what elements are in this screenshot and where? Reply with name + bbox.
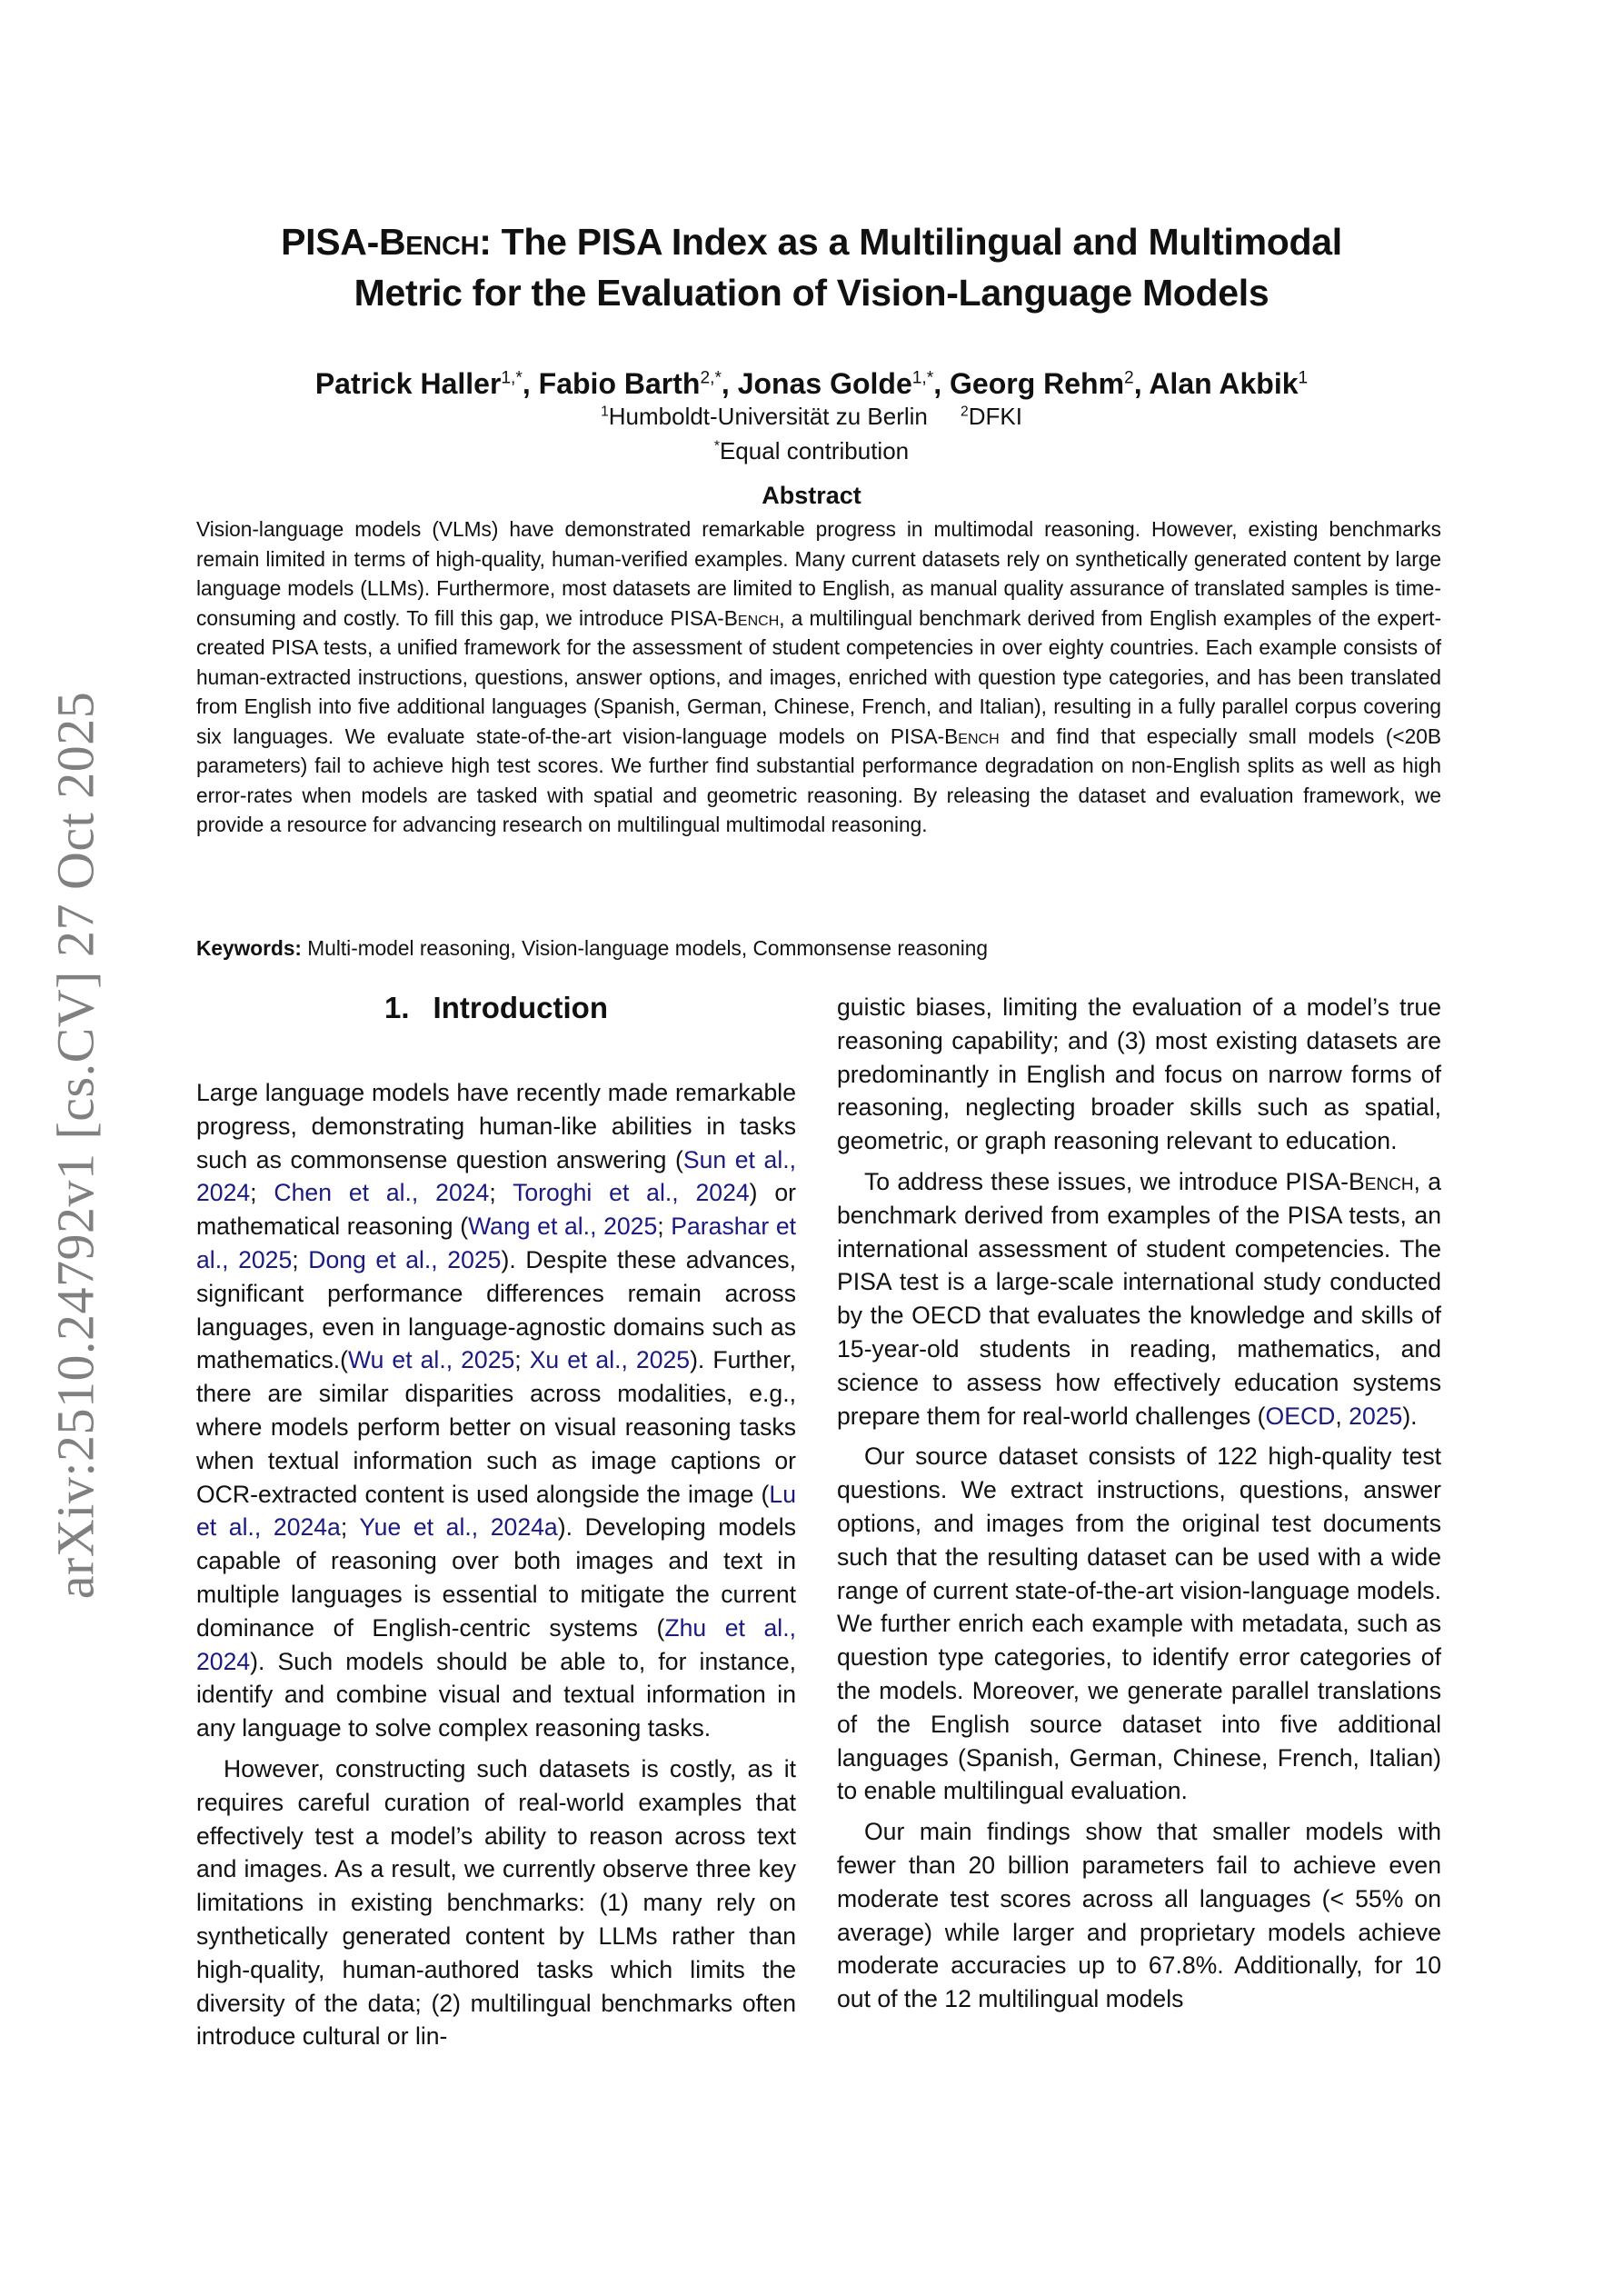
equal-contribution-note: *Equal contribution	[713, 437, 910, 464]
author: Alan Akbik$^1$	[1149, 367, 1309, 400]
left-column	[196, 1076, 796, 2053]
citation-link[interactable]: Xu et al., 2025	[529, 1346, 691, 1374]
keywords-value: Multi-model reasoning, Vision-language models, Commonsense reasoning	[302, 936, 988, 960]
author: Georg Rehm$^2$	[950, 367, 1134, 400]
author: Fabio Barth$^{2,*}$	[538, 367, 722, 400]
intro-paragraph-4: Our source dataset consists of 122 high-quality test questions. We extract instructions, questions, answer options, and images from the original test documents such that the resulting dataset can be used with a wide range of current state-of-the-art vision-language models. We further enrich each example with metadata, such as question type categories, to identify error categories of the models. Moreover, we generate parallel translations of the English source dataset into five additional languages (Spanish, German, Chinese, French, Italian) to enable multilingual evaluation.	[837, 1442, 1441, 1805]
citation-link[interactable]: 2025	[1349, 1402, 1403, 1430]
intro-paragraph-3: To address these issues, we introduce PISA-Bench, a benchmark derived from examples of the PISA tests, an international assessment of student competencies. The PISA test is a large-scale international study conducted by the OECD that evaluates the knowledge and skills of 15-year-old students in reading, mathematics, and science to assess how effectively education systems prepare them for real-world challenges (OECD, 2025).	[837, 1167, 1441, 1430]
affiliation: $^2$DFKI	[961, 403, 1022, 430]
citation-link[interactable]: OECD	[1265, 1402, 1336, 1430]
citation-link[interactable]: Lu et al., 2024a	[196, 1480, 796, 1542]
author-list: Patrick Haller$^{1,*}$, Fabio Barth$^{2,*}$, Jonas Golde$^{1,*}$, Georg Rehm$^2$, Alan Akbik$^1$	[314, 367, 1309, 400]
paper-title	[0, 216, 1623, 318]
citation-link[interactable]: Wang et al., 2025	[468, 1213, 658, 1241]
keywords	[196, 936, 988, 961]
citation-link[interactable]: Wu et al., 2025	[348, 1346, 515, 1374]
citation-link[interactable]: Zhu et al., 2024	[196, 1613, 796, 1675]
keywords-label: Keywords:	[196, 936, 302, 960]
intro-paragraph-continued: guistic biases, limiting the evaluation of a model’s true reasoning capability; and (3) most existing datasets are predominantly in English and focus on narrow forms of reasoning, neglecting broader skills such as spatial, geometric, or graph reasoning relevant to education.	[837, 993, 1441, 1155]
citation-link[interactable]: Dong et al., 2025	[308, 1245, 502, 1273]
author: Patrick Haller$^{1,*}$	[314, 367, 523, 400]
right-column	[837, 991, 1441, 2016]
affiliation: $^1$Humboldt-Universität zu Berlin	[601, 403, 928, 430]
author: Jonas Golde$^{1,*}$	[737, 367, 934, 400]
abstract-heading: Abstract	[762, 482, 861, 509]
intro-paragraph-5: Our main findings show that smaller models with fewer than 20 billion parameters fail to achieve even moderate test scores across all languages (< 55% on average) while larger and proprietary models achieve moderate accuracies up to 67.8%. Additionally, for 10 out of the 12 multilingual models	[837, 1818, 1441, 2013]
title-line-1: PISA-Bench: The PISA Index as a Multilingual and Multimodal	[281, 221, 1342, 263]
abstract-body: Vision-language models (VLMs) have demonstrated remarkable progress in multimodal reasoning. However, existing benchmarks remain limited in terms of high-quality, human-verified examples. Many current datasets rely on synthetically generated content by large language models (LLMs). Furthermore, most datasets are limited to English, as manual quality assurance of translated samples is time-consuming and costly. To fill this gap, we introduce PISA-Bench, a multilingual benchmark derived from English examples of the expert-created PISA tests, a unified framework for the assessment of student competencies in over eighty countries. Each example consists of human-extracted instructions, questions, answer options, and images, enriched with question type categories, and has been translated from English into five additional languages (Spanish, German, Chinese, French, and Italian), resulting in a fully parallel corpus covering six languages. We evaluate state-of-the-art vision-language models on PISA-Bench and find that especially small models (<20B parameters) fail to achieve high test scores. We further find substantial performance degradation on non-English splits as well as high error-rates when models are tasked with spatial and geometric reasoning. By releasing the dataset and evaluation framework, we provide a resource for advancing research on multilingual multimodal reasoning.	[196, 517, 1441, 836]
citation-link[interactable]: Yue et al., 2024a	[359, 1513, 558, 1542]
citation-link[interactable]: Parashar et al., 2025	[196, 1213, 796, 1273]
citation-link[interactable]: Chen et al., 2024	[274, 1179, 490, 1207]
intro-paragraph-2: However, constructing such datasets is costly, as it requires careful curation of real-world examples that effectively test a model’s ability to reason across text and images. As a result, we currently observe three key limitations in existing benchmarks: (1) many rely on synthetically generated content by LLMs rather than high-quality, human-authored tasks which limits the diversity of the data; (2) multilingual benchmarks often introduce cultural or lin-	[196, 1754, 796, 2051]
section-heading-introduction: 1. Introduction	[384, 991, 608, 1024]
citation-link[interactable]: Sun et al., 2024	[196, 1145, 797, 1207]
arxiv-stamp	[35, 654, 116, 1636]
affiliations	[0, 402, 1623, 431]
arxiv-stamp-text: arXiv:2510.24792v1 [cs.CV] 27 Oct 2025	[45, 691, 105, 1600]
title-line-2: Metric for the Evaluation of Vision-Language Models	[353, 272, 1270, 314]
citation-link[interactable]: Toroghi et al., 2024	[513, 1179, 750, 1207]
intro-paragraph-1: Large language models have recently made remarkable progress, demonstrating human-like abilities in tasks such as commonsense question answering (Sun et al., 2024; Chen et al., 2024; Toroghi et al., 2024) or mathematical reasoning (Wang et al., 2025; Parashar et al., 2025; Dong et al., 2025). Despite these advances, significant performance differences remain across languages, even in language-agnostic domains such as mathematics.(Wu et al., 2025; Xu et al., 2025). Further, there are similar disparities across modalities, e.g., where models perform better on visual reasoning tasks when textual information such as image captions or OCR-extracted content is used alongside the image (Lu et al., 2024a; Yue et al., 2024a). Developing models capable of reasoning over both images and text in multiple languages is essential to mitigate the current dominance of English-centric systems (Zhu et al., 2024). Such models should be able to, for instance, identify and combine visual and textual information in any language to solve complex reasoning tasks.	[196, 1079, 797, 1742]
